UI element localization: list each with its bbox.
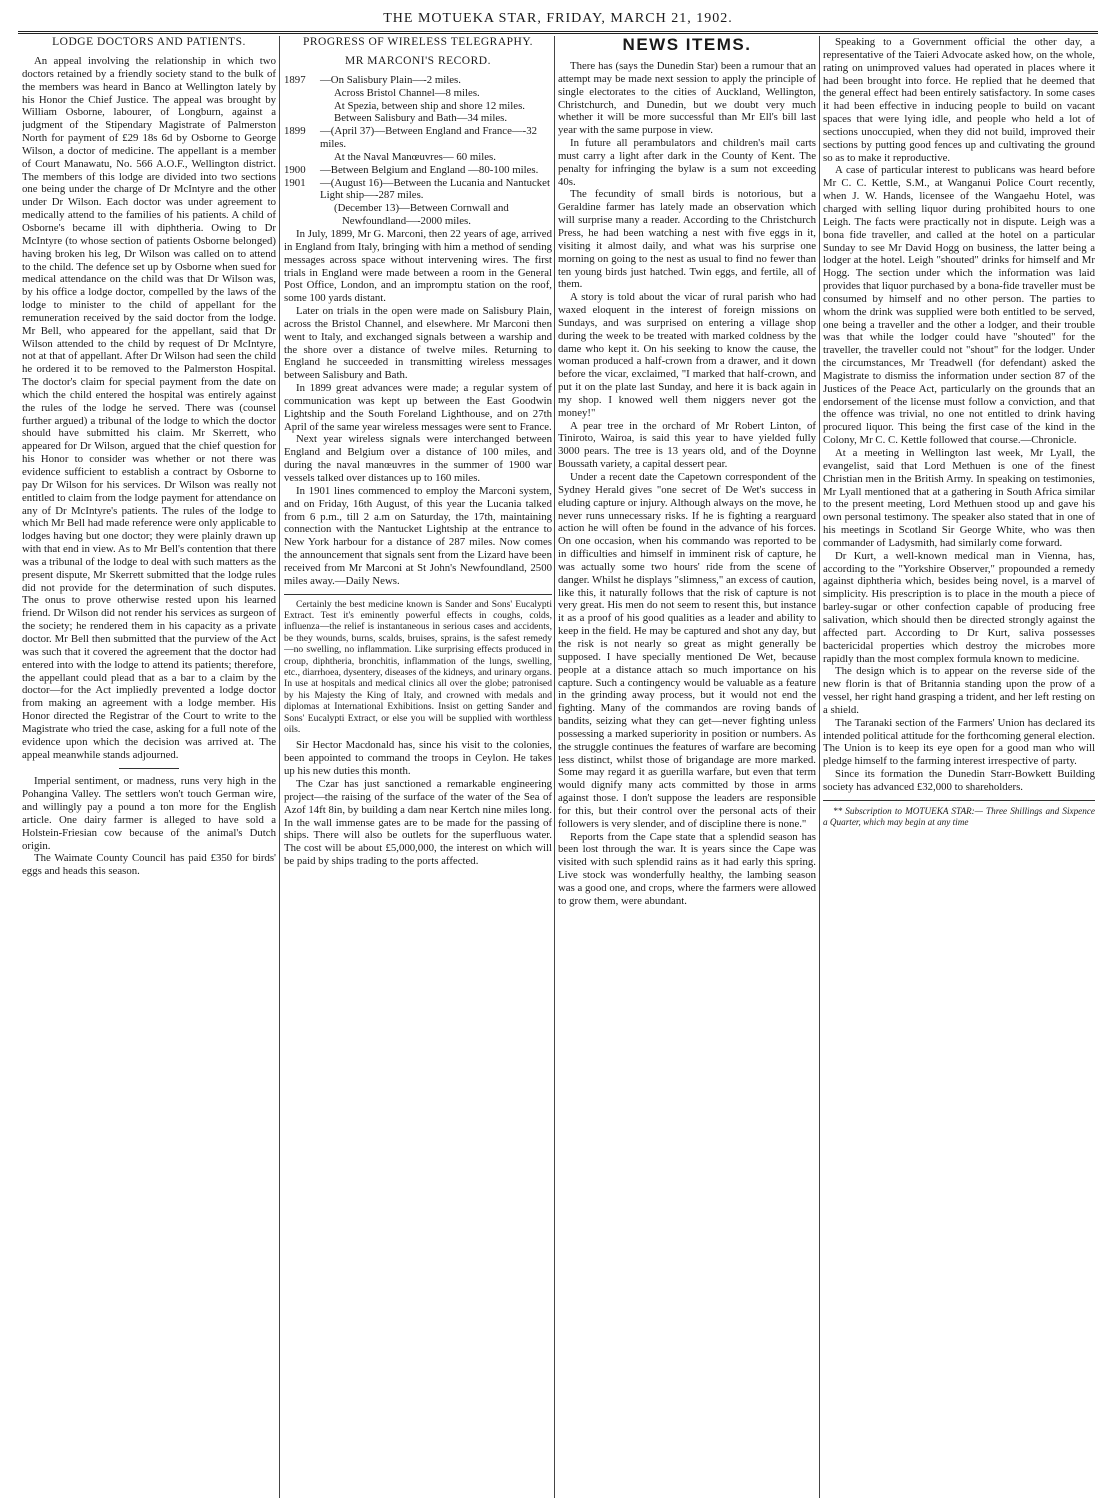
record-line: —(April 37)—Between England and France—-32 miles. — [320, 125, 538, 151]
record-line: —On Salisbury Plain—-2 miles. — [320, 73, 461, 86]
record-year: 1900 — [284, 163, 306, 176]
record-line: At Spezia, between ship and shore 12 miles. — [334, 99, 526, 112]
column-1 — [22, 36, 276, 1498]
article-paragraph: In July, 1899, Mr G. Marconi, then 22 years of age, arrived in England from Italy, bringing with him a method of sending messages across space without intervening wires. The first trials in England were made between a room in the General Post Office, London, and an impromptu station on the roof, some 100 yards distant. — [284, 227, 552, 305]
article-paragraph: A pear tree in the orchard of Mr Robert Linton, of Tiniroto, Wairoa, is said this year to have yielded fully 3000 pears. The tree is 13 years old, and of the Doynne Boussath variety, a capital dessert pear. — [558, 419, 816, 471]
article-paragraph: The Waimate County Council has paid £350 for birds' eggs and heads this season. — [22, 852, 276, 878]
column-rule — [554, 36, 555, 1498]
column-3 — [558, 36, 816, 1498]
article-paragraph: The Czar has just sanctioned a remarkable engineering project—the raising of the surface of the water of the Sea of Azof 14ft 8in, by building a dam near Kertch nine miles long. In the wall immense gates are to be made for the passing of ships. There will also be outlets for the superfluous water. The cost will be about £5,000,000, the interest on which will be paid by ships trading to the ports affected. — [284, 778, 552, 868]
record-line: —Between Belgium and England —80-100 miles. — [320, 163, 539, 176]
article-paragraph: The Taranaki section of the Farmers' Union has declared its intended political attitude for the forthcoming general election. The Union is to keep its eye open for a good man who will pledge himself to the farming interest irrespective of party. — [823, 716, 1095, 768]
column-2 — [284, 36, 552, 1498]
article-paragraph: In future all perambulators and children's mail carts must carry a light after dark in the County of Kent. The penalty for infringing the bylaw is a sum not exceeding 40s. — [558, 137, 816, 188]
subscription-text: ** Subscription to MOTUEKA STAR:— Three Shillings and Sixpence a Quarter, which may begin at any time — [823, 805, 1095, 828]
article-paragraph: In 1901 lines commenced to employ the Marconi system, and on Friday, 16th August, of this year the Lucania talked from 6 p.m., till 2 a.m on Saturday, the 17th, maintaining connection with the Nantucket Lightship at the entrance to New York harbour for a distance of 287 miles. Now comes the announcement that signals sent from the Lizard have been received from Mr Marconi at St John's Newfoundland, 2500 miles away.—Daily News. — [284, 484, 552, 587]
article-paragraph: Imperial sentiment, or madness, runs very high in the Pohangina Valley. The settlers won't touch German wire, and willingly pay a pound a ton more for the English article. One dairy farmer is alleged to have sold a Holstein-Friesian cow because of the animal's Dutch origin. — [22, 775, 276, 852]
record-line: At the Naval Manœuvres— 60 miles. — [334, 150, 496, 163]
article-paragraph: Sir Hector Macdonald has, since his visit to the colonies, been appointed to command the troops in Ceylon. He takes up his new duties this month. — [284, 739, 552, 778]
article-paragraph: Next year wireless signals were interchanged between England and Belgium over a distance of 100 miles, and during the naval manœuvres in the summer of 1900 war vessels talked over distances up to 160 miles. — [284, 433, 552, 484]
divider — [119, 768, 179, 769]
record-line: (December 13)—Between Cornwall and Newfoundland—-2000 miles. — [334, 202, 509, 228]
record-entry — [284, 177, 552, 203]
record-year: 1901 — [284, 176, 306, 189]
article-paragraph: Later on trials in the open were made on Salisbury Plain, across the Bristol Channel, and elsewhere. Mr Marconi then went to Italy, and exchanged signals between a warship and the shore over a distance of twelve miles. Returning to England he succeeded in transmitting wireless messages between Salisbury and Bath. — [284, 305, 552, 382]
column-4 — [823, 36, 1095, 1498]
article-heading-wireless: PROGRESS OF WIRELESS TELEGRAPHY. — [302, 36, 534, 48]
record-entry — [284, 164, 552, 177]
record-line: —(August 16)—Between the Lucania and Nantucket Light ship—-287 miles. — [320, 176, 550, 202]
article-paragraph: Reports from the Cape state that a splendid season has been lost through the war. It is years since the Cape was visited with such splendid rains as it had early this spring. Live stock was wonderfully healthy, the lambing season was a good one, and crops, where the farmers were allowed to grow them, were abundant. — [558, 830, 816, 907]
article-paragraph: Under a recent date the Capetown correspondent of the Sydney Herald gives "one secret of De Wet's success in eluding capture or injury. Although always on the move, he never runs unnecessary risks. If he is fighting a rearguard action he will often be found in the advance of his forces. On one occasion, when his commando was reported to be in difficulties and himself in imminent risk of capture, he was actually some two hours' ride from the scene of danger. Whilst he displays "slimness," an excess of caution, like this, it naturally follows that the risk of capture is not very great. His men do not seem to resent this, but instance it as a proof of his good qualities as a leader and ability to keep in the field. He may be captured and shot any day, but the risk is not nearly so great as might generally be supposed. I have specially mentioned De Wet, because people at a distance attach so much importance on his capture. Such a contingency would be valuable as a feature in the grinding away process, but it would not end the fighting. Many of the commandos are roving bands of bandits, seizing what they can get—never fighting unless possessing a marked superiority in position or numbers. As the struggle continues the features of warfare are becoming less distinct, whilst those of brigandage are more marked. Some may regard it as guerilla warfare, but even that term would dignify many acts committed by those in arms against those. I don't suppose the leaders are responsible for this, but their control over the personal acts of their followers is very slender, and of discipline there is none." — [558, 471, 816, 830]
article-paragraph: A story is told about the vicar of rural parish who had waxed eloquent in the interest of foreign missions on Sundays, and was surprised on entering a village shop during the week to be treated with marked coldness by the dame who kept it. On his seeking to know the cause, the woman produced a half-crown from a drawer, and it down before the vicar, exclaimed, "I marked that half-crown, and put it on the plate last Sunday, and here it is back again in my shop. I knowed well them niggers never got the money!" — [558, 291, 816, 419]
article-heading-lodge-doctors: LODGE DOCTORS AND PATIENTS. — [52, 36, 246, 48]
column-rule — [819, 36, 820, 1498]
article-heading-news-items: NEWS ITEMS. — [622, 36, 752, 54]
article-subheading: MR MARCONI'S RECORD. — [345, 55, 491, 67]
article-paragraph: Since its formation the Dunedin Starr-Bowkett Building society has advanced £32,000 to shareholders. — [823, 768, 1095, 793]
record-line: Between Salisbury and Bath—34 miles. — [334, 112, 508, 125]
eucalypti-advert — [284, 594, 552, 736]
masthead: THE MOTUEKA STAR, FRIDAY, MARCH 21, 1902. — [18, 6, 1098, 34]
marconi-record-list — [284, 74, 552, 228]
article-paragraph: In 1899 great advances were made; a regular system of communication was kept up between the East Goodwin Lightship and the South Foreland Lighthouse, and on 27th April of the same year wireless messages were sent to France. — [284, 382, 552, 433]
record-year: 1897 — [284, 73, 306, 86]
record-entry — [284, 125, 552, 151]
article-paragraph: A case of particular interest to publicans was heard before Mr C. C. Kettle, S.M., at Wanganui Police Court recently, when J. W. Hands, licensee of the Wangaehu Hotel, was charged with selling liquor during prohibited hours to one Leigh. The facts were practically not in dispute. Leigh was a bona fide traveller, and called at the hotel on a particular Sunday to see Mr David Hogg on business, the latter being a lodger at the hotel. Leigh "shouted" drinks for himself and Mr Hogg. The section under which the information was laid provides that liquor purchased by a bona-fide traveller must be consumed by himself and no other person. The parties to whom the drink was supplied were both entitled to be served, one being a traveller and the other a lodger, and their trouble was that while the lodger could have "shouted" for the traveller, the traveller could not "shout" for the lodger. Under the circumstances, Mr Treadwell (for defendant) asked the Magistrate to dismiss the information under section 87 of the Justices of the Peace Act, particularly on the grounds that an endorsement of the license must follow a conviction, and that the offence was trivial, no one not entitled to drink having procured liquor. This being the first case of the kind in the Colony, Mr C. C. Kettle followed that course.—Chronicle. — [823, 164, 1095, 447]
article-paragraph: Dr Kurt, a well-known medical man in Vienna, has, according to the "Yorkshire Observer," propounded a remedy against diphtheria which, besides being novel, is a marvel of simplicity. His prescription is to place in the mouth a piece of barley-sugar or other confection capable of producing free salivation, which should then be directed strongly against the affected part. According to Dr Kurt, saliva possesses bactericidal properties which destroy the microbes more rapidly than the most complex formula known to medicine. — [823, 549, 1095, 665]
subscription-notice — [823, 800, 1095, 829]
article-paragraph: There has (says the Dunedin Star) been a rumour that an attempt may be made next session to apply the principle of single electorates to the cities of Auckland, Wellington, Christchurch, and Dunedin, but we doubt very much whether it will be more successful than Mr Ell's bill last year with the same purpose in view. — [558, 60, 816, 137]
record-entry — [284, 74, 552, 87]
record-line: Across Bristol Channel—8 miles. — [334, 86, 480, 99]
article-paragraph: The fecundity of small birds is notorious, but a Geraldine farmer has lately made an observation which will surprise many a reader. According to the Christchurch Press, he had been watching a nest with five eggs in it, visiting it almost daily, and what was his surprise one morning on going to the nest as usual to find no fewer than ten young birds just hatched. Twin eggs, and fertile, all of them. — [558, 188, 816, 291]
article-paragraph: An appeal involving the relationship in which two doctors retained by a friendly society stand to the bulk of the members was heard in Banco at Wellington lately by his Honor the Chief Justice. The appeal was brought by William Osborne, labourer, of Longburn, against a judgment of the Stipendary Magistrate of Palmerston North for payment of £29 18s 6d by Osborne to George Wilson, a doctor of medicine. The appellant is a member of Court Manawatu, No. 566 A.O.F., Wellington district. The members of this lodge are divided into two sections one being under the charge of Dr McIntyre and the other under Dr Wilson. Each doctor was under agreement to medically attend to the families of his patients. A child of Osborne's became ill with diphtheria. Owing to Dr McIntyre (to whose section of patients Osborne belonged) having broken his leg, Dr Wilson was called on to attend to the child. The defence set up by Osborne when sued for medical attendance on the child was that Dr Wilson was, by his office a lodge doctor, compelled by the laws of the lodge to minister to the child of appellant for the remuneration received by the said doctor from the lodge. Mr Bell, who appeared for the appellant, said that Dr Wilson attended to the child by request of Dr McIntyre, not at that of appellant. After Dr Wilson had seen the child he ordered it to be removed to the Palmerston Hospital. The doctor's claim for special payment from the date on which the child entered the hospital was entirely against the rules of the lodge he served. There was (counsel further argued) a tribunal of the lodge to which the doctor should have submitted his claim. Mr Skerrett, who appeared for Dr Wilson, argued that the chief question for his Honor to consider was whether or not there was evidence sufficient to establish a contract by Osborne to pay Dr Wilson for his services. Dr Wilson was really not entitled to claim from the lodge payment for attendance on any of Dr McIntyre's patients. The rules of the lodge to which Mr Bell had made reference were only applicable to lodges having but one doctor; they were plainly drawn up with that end in view. As to Mr Bell's contention that there was a tribunal of the lodge to deal with such matters as the present dispute, Mr Skerrett submitted that the lodge rules did not provide for the determination of such disputes. The onus to prove otherwise rested upon his learned friend. Dr Wilson did not render his services as surgeon of the society; he rendered them in his capacity as a private doctor. Mr Bell then submitted that the purview of the Act was such that it covered the agreement that the doctor had entered into with the lodge to attend its patients; therefore, the appellant could plead that as a bar to a claim by the doctor—for the Act impliedly prevented a lodge doctor from making an agreement with a lodge member. His Honor directed the Registrar of the Court to write to the Magistrate who tried the case, asking for a full note of the evidence upon which the decision was arrived at. The appeal meanwhile stands adjourned. — [22, 55, 276, 761]
column-rule — [279, 36, 280, 1498]
advert-text: Certainly the best medicine known is Sander and Sons' Eucalypti Extract. Test it's eminently powerful effects in coughs, colds, influenza—the relief is instantaneous in serious cases and accidents, be they wounds, burns, scalds, bruises, sprains, is the safest remedy—no swelling, no inflammation. Like surprising effects produced in croup, diphtheria, bronchitis, inflammation of the lungs, swelling, etc., diarrhoea, dysentery, diseases of the kidneys, and urinary organs. In use at hospitals and medical clinics all over the globe; patronised by his Majesty the King of Italy, and crowned with medals and diplomas at International Exhibitions. Insist on getting Sander and Sons' Eucalypti Extract, or else you will be supplied with worthless oils. — [284, 598, 552, 736]
article-paragraph: At a meeting in Wellington last week, Mr Lyall, the evangelist, said that Lord Methuen is one of the finest Christian men in the British Army. In speaking on testimonies, Mr Lyall mentioned that at a gathering in South Africa similar to the present meeting, Lord Methuen stood up and gave his own personal testimony. The speaker also stated that in one of his meetings in Scotland Sir George White, who was then commander of Ladysmith, had similarly come forward. — [823, 447, 1095, 549]
record-year: 1899 — [284, 125, 306, 138]
article-paragraph: The design which is to appear on the reverse side of the new florin is that of Britannia standing upon the prow of a vessel, her right hand grasping a trident, and her left resting on a shield. — [823, 665, 1095, 716]
article-paragraph: Speaking to a Government official the other day, a representative of the Taieri Advocate asked how, on the whole, rating on unimproved values had operated in places where it had been brought into force. He replied that he deemed that the general effect had been entirely satisfactory. In some cases it had been effective in inducing people to build on vacant spaces that were lying idle, and people who held a lot of sections unoccupied, when they did not build, improved their sections by putting good fences up and cultivating the ground so as to make it reproductive. — [823, 36, 1095, 164]
